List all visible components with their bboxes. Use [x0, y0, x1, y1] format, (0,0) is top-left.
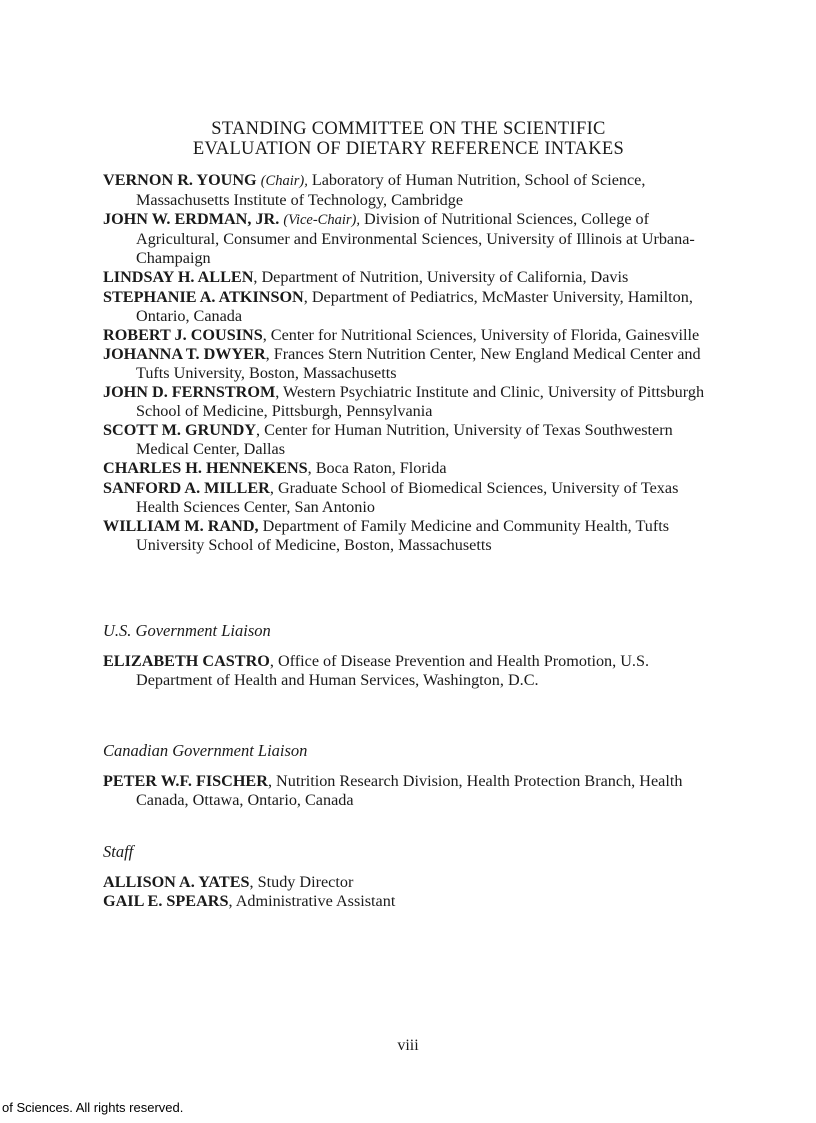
member-name: WILLIAM M. RAND, [103, 516, 259, 535]
member-name: JOHN D. FERNSTROM [103, 383, 276, 402]
member-affiliation: , Center for Nutritional Sciences, University of Florida, Gainesville [262, 325, 700, 344]
liaison-entry [103, 652, 723, 690]
member-affiliation: , Department of Nutrition, University of California, Davis [253, 268, 629, 287]
liaison-entry [103, 772, 723, 810]
staff-entry [103, 892, 723, 911]
member-affiliation: , Frances Stern Nutrition Center, New England Medical Center and Tufts University, Boston, Massachusetts [136, 344, 701, 382]
member-name: SCOTT M. GRUNDY [103, 421, 257, 440]
staff-name: ALLISON A. YATES [103, 873, 250, 891]
member-affiliation: , Western Psychiatric Institute and Clinic, University of Pittsburgh School of Medicine, Pittsburgh, Pennsylvania [136, 383, 705, 421]
member-entry [103, 517, 723, 555]
member-affiliation: , Department of Pediatrics, McMaster University, Hamilton, Ontario, Canada [136, 287, 693, 325]
member-affiliation: , Graduate School of Biomedical Sciences, University of Texas Health Sciences Center, San Antonio [136, 478, 679, 516]
member-name: JOHN W. ERDMAN, JR. [103, 210, 280, 229]
member-entry [103, 326, 723, 345]
staff-section [103, 873, 723, 911]
member-name: ROBERT J. COUSINS [103, 325, 263, 344]
us-liaison-heading: U.S. Government Liaison [103, 621, 271, 640]
committee-member-list [103, 171, 723, 555]
member-role: (Vice-Chair), [283, 212, 360, 229]
member-affiliation: , Boca Raton, Florida [307, 459, 447, 478]
staff-role: , Study Director [249, 873, 354, 891]
committee-title [103, 119, 714, 159]
staff-heading: Staff [103, 842, 134, 861]
member-entry [103, 345, 723, 383]
liaison-affiliation: , Nutrition Research Division, Health Protection Branch, Health Canada, Ottawa, Ontario, Canada [136, 772, 683, 810]
member-entry [103, 171, 723, 210]
liaison-name: PETER W.F. FISCHER [103, 772, 268, 790]
canadian-liaison-section [103, 772, 723, 810]
liaison-affiliation: , Office of Disease Prevention and Health Promotion, U.S. Department of Health and Human Services, Washington, D.C. [136, 652, 650, 690]
copyright-footer: of Sciences. All rights reserved. [2, 1100, 184, 1115]
member-affiliation: Division of Nutritional Sciences, College of Agricultural, Consumer and Environmental Sciences, University of Illinois at Urbana-Champaign [136, 210, 695, 268]
member-entry [103, 459, 723, 478]
member-entry [103, 383, 723, 421]
liaison-name: ELIZABETH CASTRO [103, 652, 270, 670]
member-name: LINDSAY H. ALLEN [103, 268, 254, 287]
staff-entry [103, 873, 723, 892]
member-affiliation: Laboratory of Human Nutrition, School of Science, Massachusetts Institute of Technology, Cambridge [136, 171, 646, 210]
member-entry [103, 268, 723, 287]
member-name: CHARLES H. HENNEKENS [103, 459, 308, 478]
us-liaison-section [103, 652, 723, 690]
title-line-1: STANDING COMMITTEE ON THE SCIENTIFIC [211, 119, 606, 139]
staff-name: GAIL E. SPEARS [103, 892, 229, 911]
member-name: STEPHANIE A. ATKINSON [103, 287, 304, 306]
member-name: SANFORD A. MILLER [103, 478, 270, 497]
member-name: JOHANNA T. DWYER [103, 344, 266, 363]
member-entry [103, 421, 723, 459]
member-affiliation: , Center for Human Nutrition, University of Texas Southwestern Medical Center, Dallas [136, 421, 673, 459]
member-affiliation: Department of Family Medicine and Community Health, Tufts University School of Medicine, Boston, Massachusetts [136, 516, 670, 554]
staff-role: , Administrative Assistant [228, 892, 396, 911]
member-role: (Chair), [260, 173, 308, 189]
member-name: VERNON R. YOUNG [103, 171, 257, 189]
title-line-2: EVALUATION OF DIETARY REFERENCE INTAKES [192, 139, 625, 159]
member-entry [103, 210, 723, 268]
canadian-liaison-heading: Canadian Government Liaison [103, 741, 308, 760]
page-number: viii [397, 1037, 419, 1054]
member-entry [103, 288, 723, 326]
member-entry [103, 479, 723, 517]
